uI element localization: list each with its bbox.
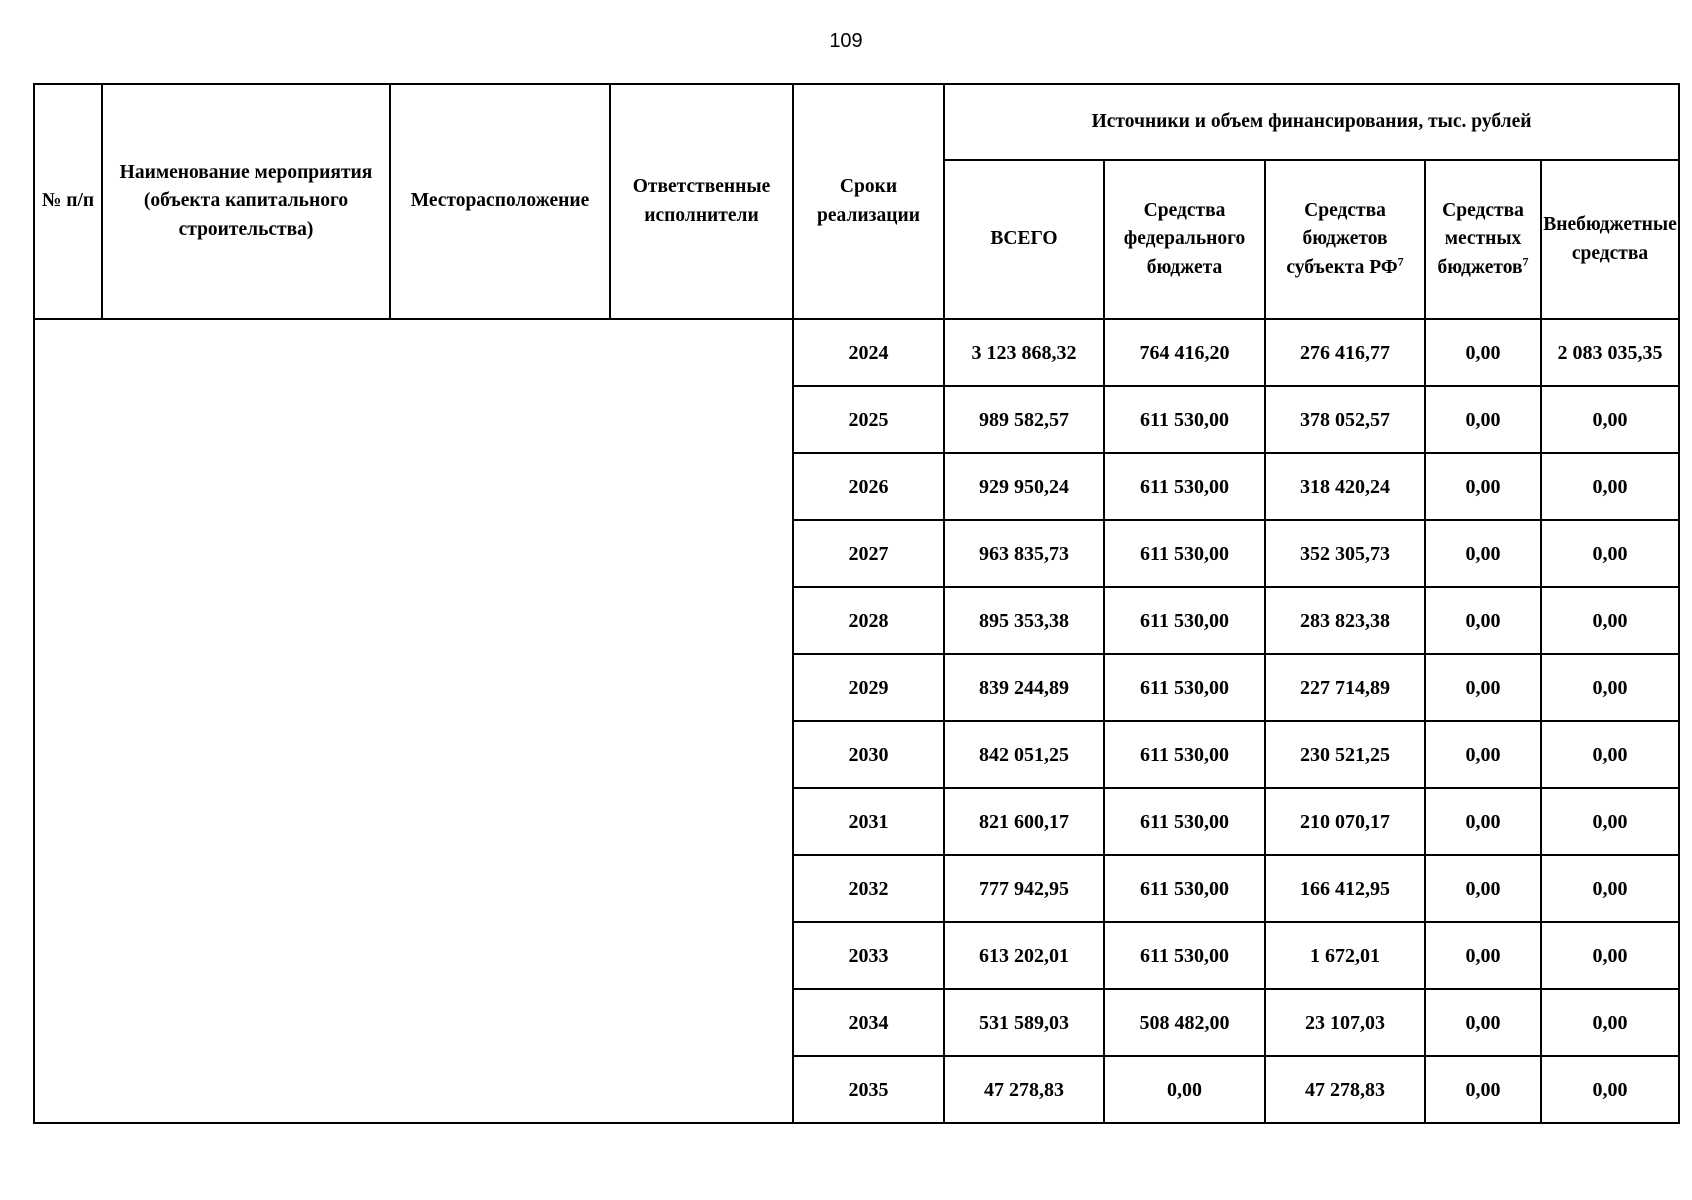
- cell-total: 842 051,25: [944, 721, 1104, 788]
- cell-regional: 283 823,38: [1265, 587, 1425, 654]
- cell-extra: 0,00: [1541, 855, 1679, 922]
- page-number: 109: [829, 30, 863, 52]
- header-responsible: Ответственные исполнители: [610, 84, 793, 319]
- cell-local: 0,00: [1425, 922, 1541, 989]
- cell-local: 0,00: [1425, 788, 1541, 855]
- table-row: [34, 319, 1679, 386]
- header-location: Месторасположение: [390, 84, 610, 319]
- cell-extra: 0,00: [1541, 788, 1679, 855]
- cell-regional: 1 672,01: [1265, 922, 1425, 989]
- cell-total: 821 600,17: [944, 788, 1104, 855]
- footnote-mark: 7: [1397, 254, 1404, 269]
- cell-year: 2030: [793, 721, 944, 788]
- cell-total: 989 582,57: [944, 386, 1104, 453]
- cell-year: 2032: [793, 855, 944, 922]
- cell-federal: 611 530,00: [1104, 654, 1265, 721]
- cell-regional: 23 107,03: [1265, 989, 1425, 1056]
- header-total: ВСЕГО: [944, 160, 1104, 319]
- cell-federal: 0,00: [1104, 1056, 1265, 1123]
- header-num: № п/п: [34, 84, 102, 319]
- cell-year: 2027: [793, 520, 944, 587]
- cell-local: 0,00: [1425, 386, 1541, 453]
- cell-regional: 210 070,17: [1265, 788, 1425, 855]
- header-regional: [1265, 160, 1425, 319]
- header-local-label: Средства местных бюджетов: [1437, 200, 1524, 278]
- table-body: [34, 319, 1679, 1123]
- cell-local: 0,00: [1425, 989, 1541, 1056]
- cell-total: 531 589,03: [944, 989, 1104, 1056]
- cell-federal: 611 530,00: [1104, 922, 1265, 989]
- cell-federal: 611 530,00: [1104, 520, 1265, 587]
- cell-local: 0,00: [1425, 587, 1541, 654]
- cell-extra: 0,00: [1541, 721, 1679, 788]
- cell-regional: 47 278,83: [1265, 1056, 1425, 1123]
- cell-local: 0,00: [1425, 1056, 1541, 1123]
- cell-total: 929 950,24: [944, 453, 1104, 520]
- financing-table: [33, 83, 1680, 1124]
- cell-regional: 227 714,89: [1265, 654, 1425, 721]
- cell-extra: 0,00: [1541, 922, 1679, 989]
- cell-year: 2034: [793, 989, 944, 1056]
- cell-federal: 611 530,00: [1104, 587, 1265, 654]
- cell-federal: 764 416,20: [1104, 319, 1265, 386]
- cell-extra: 0,00: [1541, 386, 1679, 453]
- cell-local: 0,00: [1425, 520, 1541, 587]
- cell-total: 963 835,73: [944, 520, 1104, 587]
- cell-total: 3 123 868,32: [944, 319, 1104, 386]
- cell-regional: 352 305,73: [1265, 520, 1425, 587]
- cell-year: 2033: [793, 922, 944, 989]
- cell-extra: 0,00: [1541, 654, 1679, 721]
- header-regional-label: Средства бюджетов субъекта РФ: [1286, 200, 1398, 278]
- cell-extra: 0,00: [1541, 587, 1679, 654]
- cell-federal: 611 530,00: [1104, 721, 1265, 788]
- cell-regional: 378 052,57: [1265, 386, 1425, 453]
- cell-federal: 611 530,00: [1104, 386, 1265, 453]
- cell-year: 2035: [793, 1056, 944, 1123]
- cell-federal: 611 530,00: [1104, 788, 1265, 855]
- cell-regional: 276 416,77: [1265, 319, 1425, 386]
- cell-extra: 0,00: [1541, 989, 1679, 1056]
- header-extrabudget: Внебюджетные средства: [1541, 160, 1679, 319]
- cell-year: 2025: [793, 386, 944, 453]
- cell-regional: 166 412,95: [1265, 855, 1425, 922]
- cell-federal: 611 530,00: [1104, 453, 1265, 520]
- cell-extra: 0,00: [1541, 453, 1679, 520]
- cell-year: 2031: [793, 788, 944, 855]
- header-name: Наименование мероприятия (объекта капитального строительства): [102, 84, 390, 319]
- header-terms: Сроки реализации: [793, 84, 944, 319]
- cell-total: 777 942,95: [944, 855, 1104, 922]
- cell-local: 0,00: [1425, 855, 1541, 922]
- cell-local: 0,00: [1425, 654, 1541, 721]
- cell-year: 2028: [793, 587, 944, 654]
- cell-total: 839 244,89: [944, 654, 1104, 721]
- cell-total: 895 353,38: [944, 587, 1104, 654]
- footnote-mark: 7: [1522, 254, 1529, 269]
- header-federal: Средства федерального бюджета: [1104, 160, 1265, 319]
- cell-year: 2024: [793, 319, 944, 386]
- cell-regional: 230 521,25: [1265, 721, 1425, 788]
- cell-year: 2026: [793, 453, 944, 520]
- cell-local: 0,00: [1425, 319, 1541, 386]
- cell-regional: 318 420,24: [1265, 453, 1425, 520]
- header-local: [1425, 160, 1541, 319]
- cell-year: 2029: [793, 654, 944, 721]
- cell-federal: 611 530,00: [1104, 855, 1265, 922]
- cell-extra: 0,00: [1541, 1056, 1679, 1123]
- cell-extra: 2 083 035,35: [1541, 319, 1679, 386]
- header-sources: Источники и объем финансирования, тыс. рублей: [944, 84, 1679, 160]
- cell-federal: 508 482,00: [1104, 989, 1265, 1056]
- cell-total: 613 202,01: [944, 922, 1104, 989]
- cell-total: 47 278,83: [944, 1056, 1104, 1123]
- cell-extra: 0,00: [1541, 520, 1679, 587]
- empty-description-cell: [34, 319, 793, 1123]
- cell-local: 0,00: [1425, 453, 1541, 520]
- cell-local: 0,00: [1425, 721, 1541, 788]
